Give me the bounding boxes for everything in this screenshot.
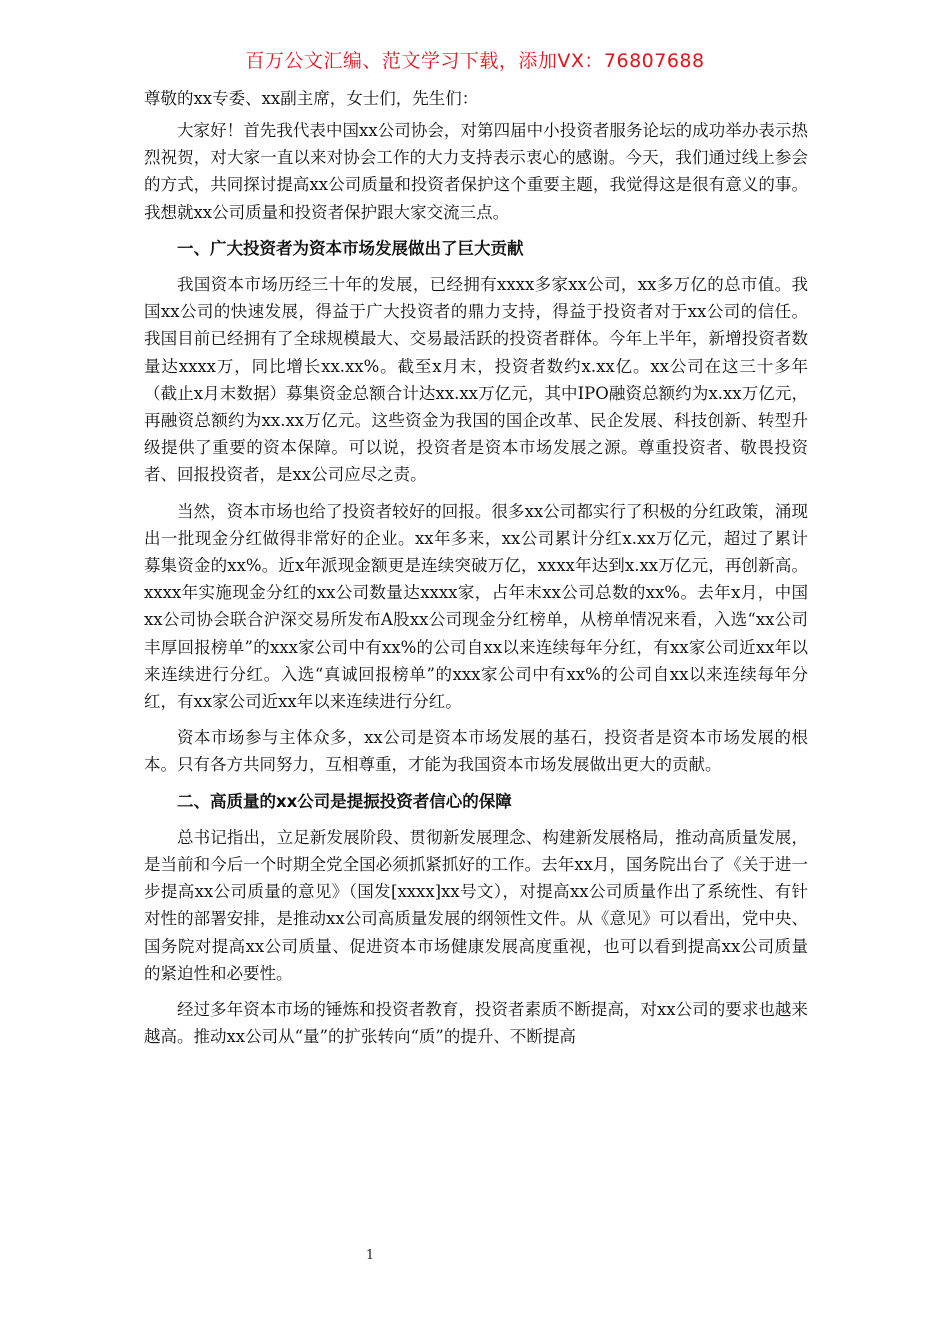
paragraph-investor-contribution: 我国资本市场历经三十年的发展，已经拥有xxxx多家xx公司，xx多万亿的总市值。我国xx公司的快速发展，得益于广大投资者的鼎力支持，得益于投资者对于xx公司的信任。我国目前已经拥有了全球规模最大、交易最活跃的投资者群体。今年上半年，新增投资者数量达xxxx万，同比增长xx.xx%。截至x月末，投资者数约x.xx亿。xx公司在这三十多年（截止x月末数据）募集资金总额合计达xx.xx万亿元，其中IPO融资总额约为x.xx万亿元，再融资总额约为xx.xx万亿元。这些资金为我国的国企改革、民企发展、科技创新、转型升级提供了重要的资本保障。可以说，投资者是资本市场发展之源。尊重投资者、敬畏投资者、回报投资者，是xx公司应尽之责。 [144,275,808,485]
document-body [144,85,808,1060]
section-heading-1: 一、广大投资者为资本市场发展做出了巨大贡献 [177,238,524,258]
salutation: 尊敬的xx专委、xx副主席，女士们，先生们： [144,89,479,108]
section-heading-2: 二、高质量的xx公司是提振投资者信心的保障 [177,791,512,811]
paragraph-market-participants: 资本市场参与主体众多，xx公司是资本市场发展的基石，投资者是资本市场发展的根本。只有各方共同努力，互相尊重，才能为我国资本市场发展做出更大的贡献。 [144,728,808,775]
paragraph-opening: 大家好！首先我代表中国xx公司协会，对第四届中小投资者服务论坛的成功举办表示热烈祝贺，对大家一直以来对协会工作的大力支持表示衷心的感谢。今天，我们通过线上参会的方式，共同探讨提高xx公司质量和投资者保护这个重要主题，我觉得这是很有意义的事。我想就xx公司质量和投资者保护跟大家交流三点。 [144,121,808,222]
page-number: 1 [365,1248,375,1263]
download-watermark-banner: 百万公文汇编、范文学习下载，添加VX：76807688 [245,50,705,72]
paragraph-dividend-returns: 当然，资本市场也给了投资者较好的回报。很多xx公司都实行了积极的分红政策，涌现出一批现金分红做得非常好的企业。xx年多来，xx公司累计分红x.xx万亿元，超过了累计募集资金的xx%。近x年派现金额更是连续突破万亿，xxxx年达到x.xx万亿元，再创新高。xxxx年实施现金分红的xx公司数量达xxxx家，占年末xx公司总数的xx%。去年x月，中国xx公司协会联合沪深交易所发布A股xx公司现金分红榜单，从榜单情况来看，入选“xx公司丰厚回报榜单”的xxx家公司中有xx%的公司自xx以来连续每年分红，有xx家公司近xx年以来连续进行分红。入选“真诚回报榜单”的xxx家公司中有xx%的公司自xx以来连续每年分红，有xx家公司近xx年以来连续进行分红。 [144,501,808,712]
paragraph-investor-education: 经过多年资本市场的锤炼和投资者教育，投资者素质不断提高，对xx公司的要求也越来越高。推动xx公司从“量”的扩张转向“质”的提升、不断提高 [144,1000,808,1047]
paragraph-high-quality-development: 总书记指出，立足新发展阶段、贯彻新发展理念、构建新发展格局，推动高质量发展，是当前和今后一个时期全党全国必须抓紧抓好的工作。去年xx月，国务院出台了《关于进一步提高xx公司质量的意见》（国发[xxxx]xx号文），对提高xx公司质量作出了系统性、有针对性的部署安排，是推动xx公司高质量发展的纲领性文件。从《意见》可以看出，党中央、国务院对提高xx公司质量、促进资本市场健康发展高度重视，也可以看到提高xx公司质量的紧迫性和必要性。 [144,827,808,983]
